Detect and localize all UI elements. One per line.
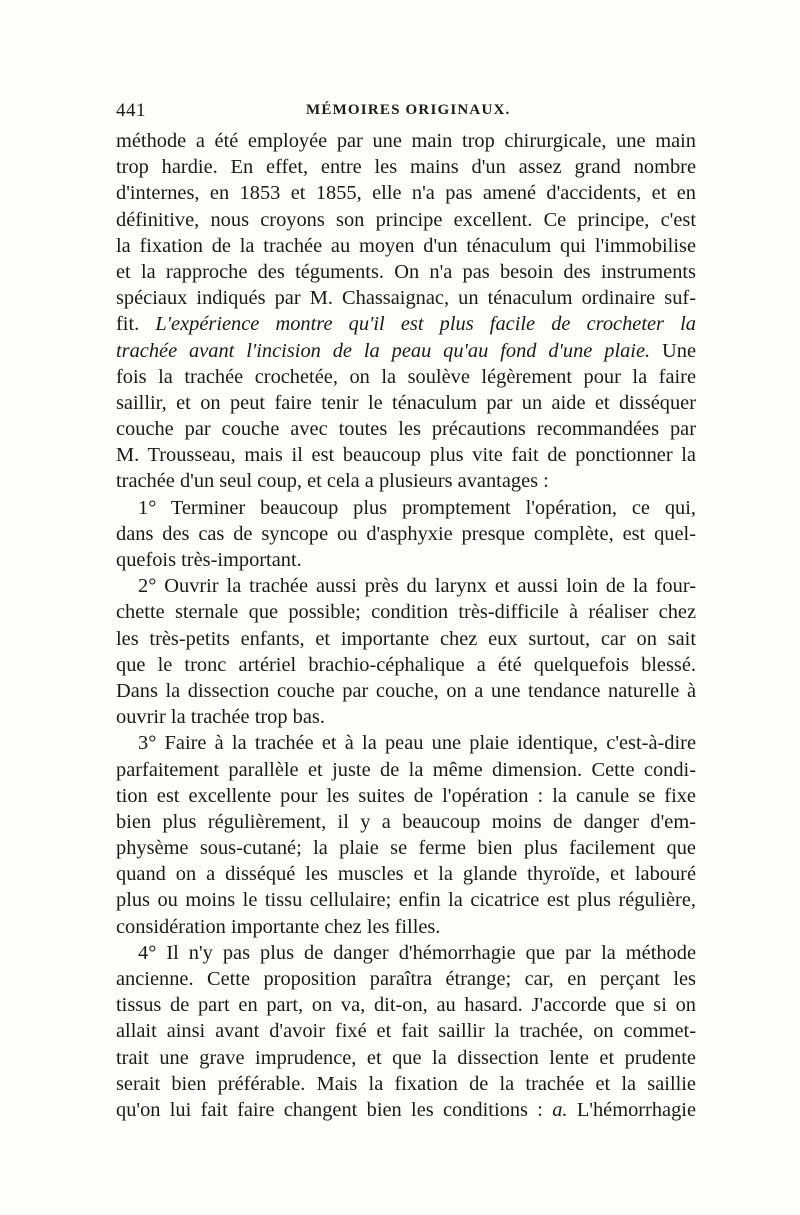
line-text: d'internes, en 1853 et 1855, elle n'a pas amené d'accidents, et en [116,182,696,205]
text-line [116,338,696,364]
text-line [116,154,696,180]
text-line [116,887,696,913]
line-text: L'hémorrhagie [567,1098,697,1121]
body-text [116,128,696,1123]
text-line [116,364,696,390]
text-line [116,626,696,652]
line-text: 4° Il n'y pas plus de danger d'hémorrhagie que par la méthode [138,941,696,964]
italic-text: L'expérience montre qu'il est plus facile de crocheter la [155,313,696,336]
line-text: ancienne. Cette proposition paraîtra étrange; car, en perçant les [116,968,696,990]
text-line [116,495,696,521]
text-line [116,914,696,940]
running-title: MÉMOIRES ORIGINAUX. [306,102,511,118]
text-line [116,547,696,573]
text-line [116,285,696,311]
text-line [116,861,696,887]
line-text: la fixation de la trachée au moyen d'un ténaculum qui l'immobilise [116,234,696,257]
text-line [116,599,696,625]
line-text: définitive, nous croyons son principe excellent. Ce principe, c'est [116,208,696,231]
line-text: Une [650,339,696,362]
text-line [116,180,696,206]
text-line [116,966,696,992]
line-text: chette sternale que possible; condition très-difficile à réaliser chez [116,601,696,624]
italic-text: a. [552,1098,568,1121]
line-text: 3° Faire à la trachée et à la peau une plaie identique, c'est-à-dire [138,732,696,755]
text-line [116,1018,696,1044]
line-text: 1° Terminer beaucoup plus promptement l'opération, ce qui, [138,496,696,519]
text-line [116,128,696,154]
line-text: méthode a été employée par une main trop chirurgicale, une main [116,130,696,152]
line-text: physème sous-cutané; la plaie se ferme bien plus facilement que [116,837,696,860]
text-line [116,442,696,468]
page-header [116,100,696,128]
line-text: que le tronc artériel brachio-céphalique a été quelquefois blessé. [116,653,696,676]
line-text: trachée d'un seul coup, et cela a plusieurs avantages : [116,470,549,493]
line-text: quefois très-important. [116,549,302,571]
line-text: considération importante chez les filles. [116,915,441,938]
line-text: plus ou moins le tissu cellulaire; enfin la cicatrice est plus régulière, [116,889,696,912]
text-line [116,1097,696,1123]
line-text: couche par couche avec toutes les précautions recommandées par [116,418,696,441]
line-text: les très-petits enfants, et importante chez eux surtout, car on sait [116,627,696,650]
line-text: allait ainsi avant d'avoir fixé et fait saillir la trachée, on commet- [116,1020,696,1043]
line-text: 2° Ouvrir la trachée aussi près du larynx et aussi loin de la four- [138,575,696,598]
text-line [116,757,696,783]
text-line [116,652,696,678]
line-text: parfaitement parallèle et juste de la même dimension. Cette condi- [116,758,696,781]
line-text: qu'on lui fait faire changent bien les conditions : [116,1098,553,1121]
line-text: tissus de part en part, on va, dit-on, au hasard. J'accorde que si on [116,994,696,1017]
line-text: fit. [116,313,156,336]
line-text: quand on a disséqué les muscles et la glande thyroïde, et labouré [116,863,696,886]
line-text: ouvrir la trachée trop bas. [116,706,325,729]
text-line [116,259,696,285]
line-text: M. Trousseau, mais il est beaucoup plus vite fait de ponctionner la [116,444,696,467]
page-number: 441 [116,100,146,121]
line-text: tion est excellente pour les suites de l'opération : la canule se fixe [116,784,696,807]
text-line [116,809,696,835]
line-text: saillir, et on peut faire tenir le ténaculum par un aide et disséquer [116,391,696,414]
text-line [116,311,696,337]
text-line [116,416,696,442]
line-text: trop hardie. En effet, entre les mains d'un assez grand nombre [116,156,696,179]
text-line [116,521,696,547]
text-line [116,730,696,756]
text-line [116,783,696,809]
text-line [116,233,696,259]
line-text: trait une grave imprudence, et que la dissection lente et prudente [116,1046,696,1069]
text-line [116,390,696,416]
text-line [116,835,696,861]
line-text: fois la trachée crochetée, on la soulève légèrement pour la faire [116,365,696,388]
text-line [116,940,696,966]
text-line [116,207,696,233]
line-text: serait bien préférable. Mais la fixation de la trachée et la saillie [116,1072,696,1095]
text-line [116,704,696,730]
text-line [116,992,696,1018]
italic-text: trachée avant l'incision de la peau qu'au fond d'une plaie. [116,339,651,362]
text-line [116,468,696,494]
text-line [116,678,696,704]
text-line [116,1045,696,1071]
text-line [116,1071,696,1097]
line-text: Dans la dissection couche par couche, on a une tendance naturelle à [116,679,696,702]
text-line [116,573,696,599]
line-text: spéciaux indiqués par M. Chassaignac, un ténaculum ordinaire suf- [116,287,696,310]
line-text: et la rapproche des téguments. On n'a pas besoin des instruments [116,260,696,283]
line-text: bien plus régulièrement, il y a beaucoup moins de danger d'em- [116,810,696,833]
line-text: dans des cas de syncope ou d'asphyxie presque complète, est quel- [116,522,696,545]
